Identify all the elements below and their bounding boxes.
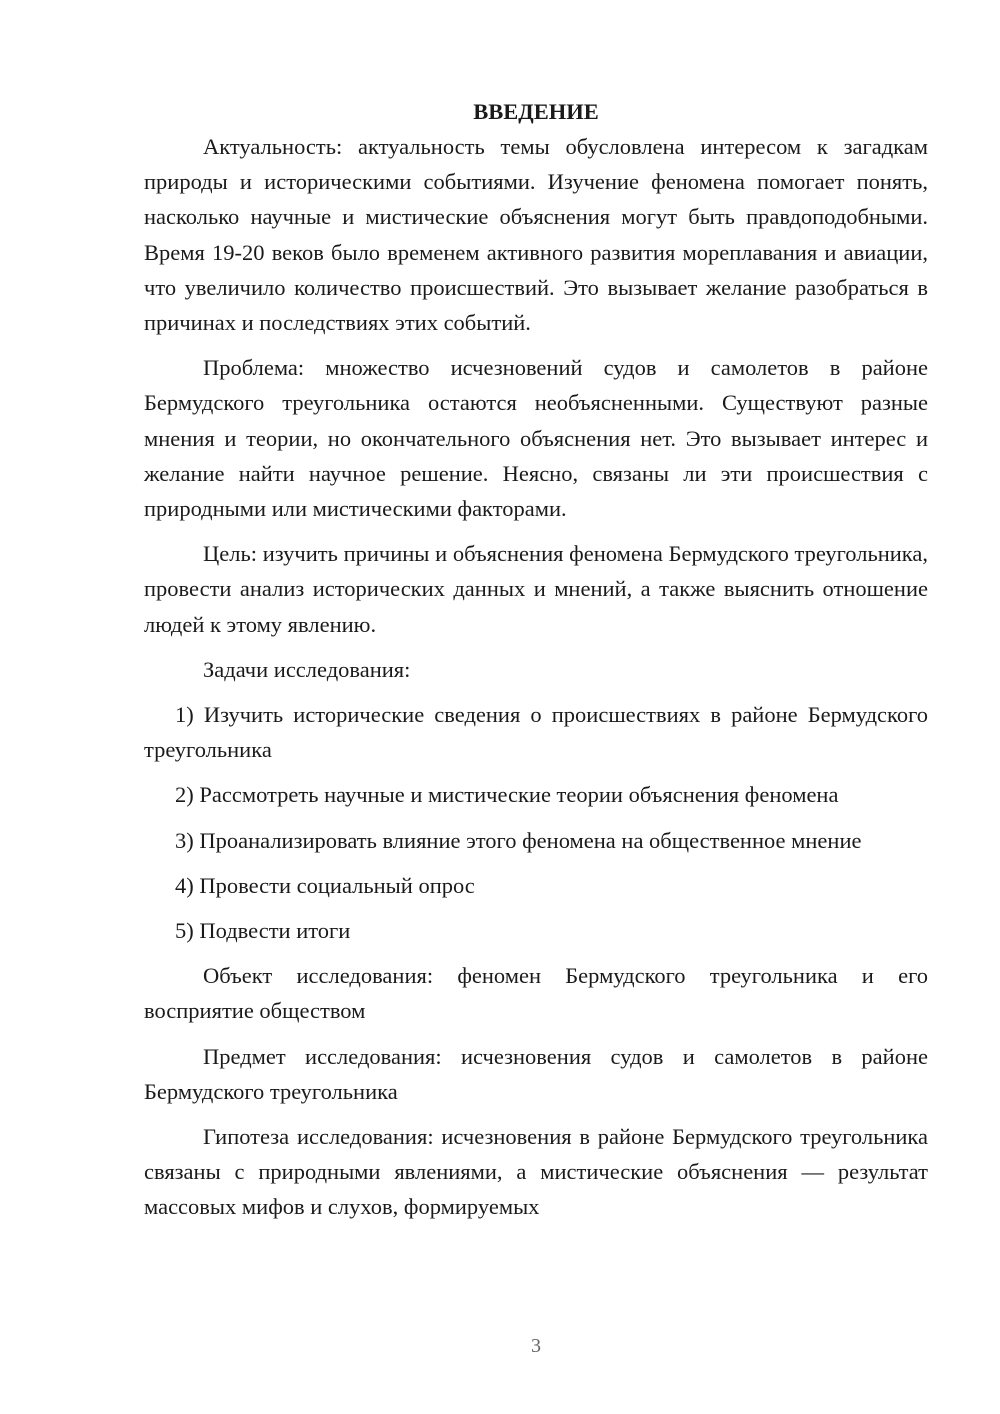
task-item-3: 3) Проанализировать влияние этого феномена на общественное мнение xyxy=(175,827,862,853)
paragraph-problem: Проблема: множество исчезновений судов и самолетов в районе Бермудского треугольника остаются необъясненными. Существуют разные мнения и теории, но окончательного объяснения нет. Это вызывает интерес и желание найти научное решение. Неясно, связаны ли эти происшествия с природными или мистическими факторами. xyxy=(144,355,928,522)
task-item-4: 4) Провести социальный опрос xyxy=(175,872,475,898)
paragraph-object: Объект исследования: феномен Бермудского треугольника и его восприятие обществом xyxy=(144,963,928,1024)
paragraph-tasks-heading: Задачи исследования: xyxy=(203,656,411,682)
page-number: 3 xyxy=(531,1335,541,1357)
paragraph-subject: Предмет исследования: исчезновения судов и самолетов в районе Бермудского треугольника xyxy=(144,1043,928,1104)
task-item-1: 1) Изучить исторические сведения о происшествиях в районе Бермудского треугольника xyxy=(144,702,928,763)
task-item-2: 2) Рассмотреть научные и мистические теории объяснения феномена xyxy=(175,782,839,808)
document-body xyxy=(144,94,928,1235)
paragraph-goal: Цель: изучить причины и объяснения феномена Бермудского треугольника, провести анализ исторических данных и мнений, а также выяснить отношение людей к этому явлению. xyxy=(144,541,928,637)
task-item-5: 5) Подвести итоги xyxy=(175,918,351,944)
paragraph-relevance: Актуальность: актуальность темы обусловлена интересом к загадкам природы и историческими событиями. Изучение феномена помогает понять, насколько научные и мистические объяснения могут быть правдоподобными. Время 19-20 веков было временем активного развития мореплавания и авиации, что увеличило количество происшествий. Это вызывает желание разобраться в причинах и последствиях этих событий. xyxy=(144,134,928,336)
paragraph-hypothesis: Гипотеза исследования: исчезновения в районе Бермудского треугольника связаны с природными явлениями, а мистические объяснения — результат массовых мифов и слухов, формируемых xyxy=(144,1124,928,1220)
section-title: ВВЕДЕНИЕ xyxy=(473,99,599,124)
